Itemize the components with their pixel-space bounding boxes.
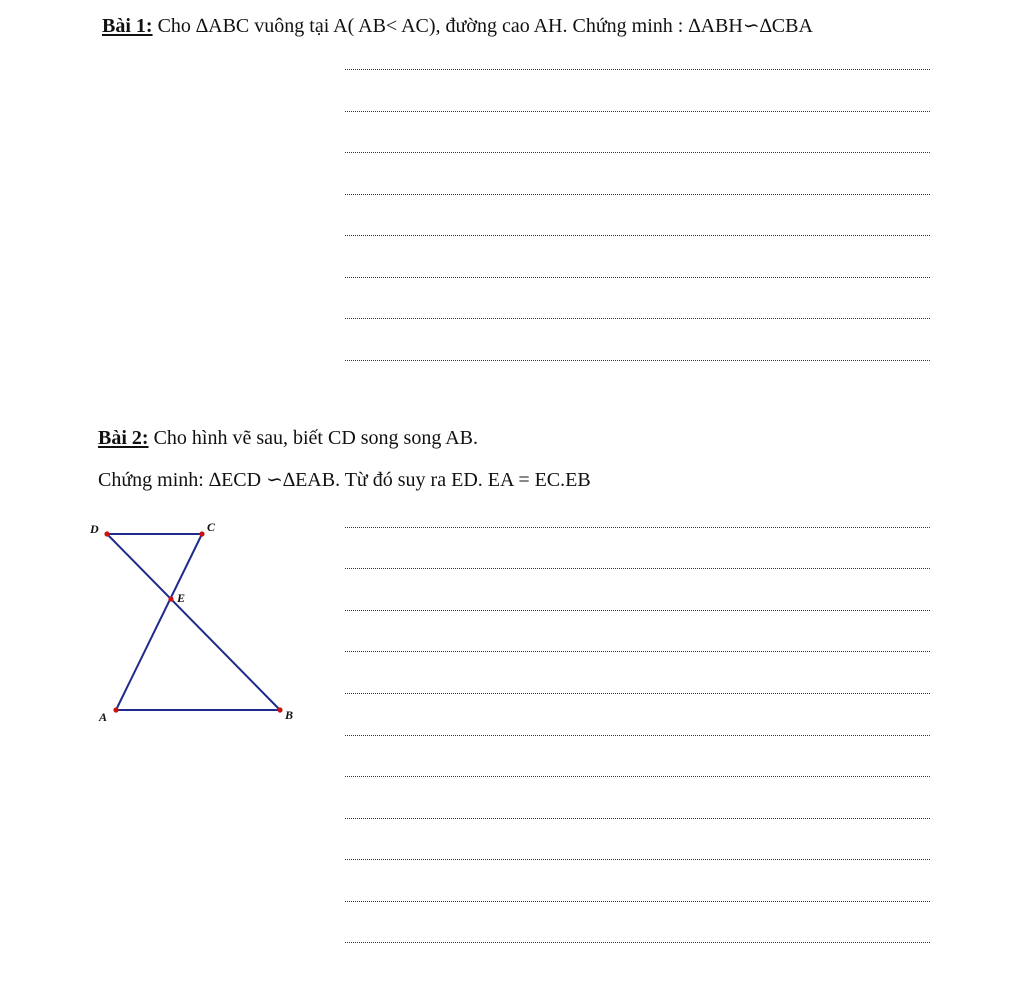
problem-1-statement [102, 14, 813, 38]
answer-line [345, 360, 930, 361]
point-a [113, 707, 118, 712]
problem-2-text: Cho hình vẽ sau, biết CD song song AB. [148, 427, 479, 449]
answer-line [345, 277, 930, 278]
answer-line [345, 901, 930, 902]
point-c [199, 531, 204, 536]
answer-line [345, 610, 930, 611]
answer-line [345, 568, 930, 569]
answer-line [345, 942, 930, 943]
point-e-label: E [177, 591, 186, 605]
point-b [277, 707, 282, 712]
point-b-label: B [285, 708, 294, 722]
answer-line [345, 235, 930, 236]
point-a-label: A [99, 710, 108, 724]
answer-line [345, 69, 930, 70]
answer-line [345, 859, 930, 860]
answer-line [345, 194, 930, 195]
answer-line [345, 527, 930, 528]
segment-ca [116, 534, 202, 710]
point-c-label: C [207, 520, 216, 534]
answer-line [345, 735, 930, 736]
geometry-figure [80, 510, 320, 740]
point-e [168, 596, 173, 601]
problem-1-label: Bài 1: [102, 15, 153, 37]
answer-line [345, 318, 930, 319]
answer-line [345, 651, 930, 652]
answer-line [345, 111, 930, 112]
point-d [104, 531, 109, 536]
problem-2-label: Bài 2: [98, 427, 149, 449]
problem-2-statement [98, 426, 478, 450]
problem-1-text: Cho ∆ABC vuông tại A( AB< AC), đường cao AH. Chứng minh : ∆ABH∽∆CBA [152, 15, 813, 37]
point-d-label: D [90, 522, 99, 536]
answer-line [345, 152, 930, 153]
segment-db [107, 534, 280, 710]
answer-line [345, 693, 930, 694]
answer-line [345, 818, 930, 819]
problem-2-prove-line: Chứng minh: ∆ECD ∽∆EAB. Từ đó suy ra ED. EA = EC.EB [98, 469, 591, 491]
answer-line [345, 776, 930, 777]
